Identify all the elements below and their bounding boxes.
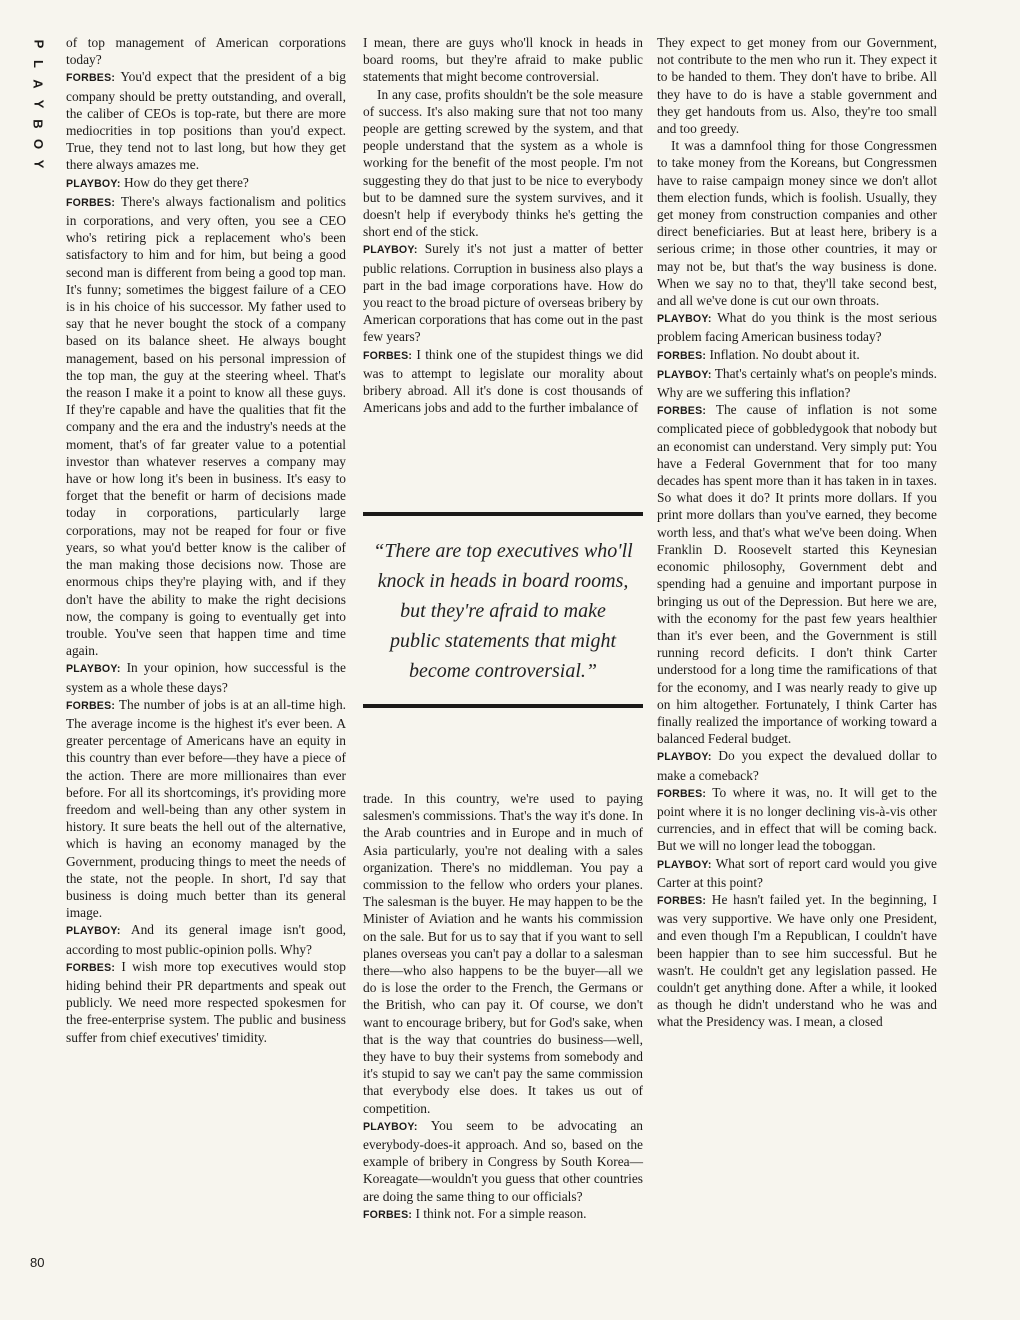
paragraph xyxy=(657,401,937,747)
pull-quote-text: “There are top executives who'll knock in heads in board rooms, but they're afraid to make public statements that might become controversial.” xyxy=(373,540,633,682)
speaker-label: FORBES: xyxy=(657,349,707,362)
paragraph-text: It was a damnfool thing for those Congressmen to take money from the Koreans, but Congressmen have to raise campaign money since we don't allot them election funds, which is foolish. Usually, they get money from construction companies and other direct beneficiaries. But at least here, bribery is a serious crime; in those other countries, it may or may not be, but that's the way business is done. When we say no to that, they'll take second best, and all we've done is cut our own throats. xyxy=(657,138,937,309)
paragraph-text: Inflation. No doubt about it. xyxy=(709,346,860,362)
paragraph xyxy=(657,346,937,365)
column-2-top xyxy=(363,34,643,416)
paragraph xyxy=(363,34,643,86)
paragraph xyxy=(657,365,937,401)
paragraph-text: They expect to get money from our Government, not contribute to the men who run it. They expect it to be handed to them. They don't have to bribe. All they have to do is have a stable government and they get handouts from us. Also, they're too small and too greedy. xyxy=(657,35,937,137)
speaker-label: FORBES: xyxy=(66,72,116,85)
paragraph-text: of top management of American corporations today? xyxy=(66,35,346,68)
paragraph xyxy=(66,958,346,1046)
speaker-label: FORBES: xyxy=(66,699,116,712)
speaker-label: PLAYBOY: xyxy=(657,313,712,326)
column-2-bottom xyxy=(363,790,643,1224)
paragraph xyxy=(657,855,937,891)
paragraph-text: The number of jobs is at an all-time high. The average income is the highest it's ever been. A greater percentage of Americans have an equity in this country than ever before—they have a piece of the action. There are more millionaires than ever before. For all its shortcomings, it's providing more freedom and well-being than any other system in history. It sure beats the hell out of the alternative, which is having an economy managed by the Government, producing things to meet the needs of the state, not the people. In short, I'd say that business is doing much better than its general image. xyxy=(66,696,346,921)
paragraph-text: You'd expect that the president of a big company should be pretty outstanding, and overall, the caliber of CEOs is top-rate, but there are more mediocrities in top positions than you'd expect. True, they tend not to last long, but how they get there always amazes me. xyxy=(66,69,346,173)
paragraph-text: The cause of inflation is not some complicated piece of gobbledygook that nobody but an economist can understand. Very simply put: You have a Federal Government that for too many decades has spent more than it has taken in in taxes. So what does it do? It prints more dollars. If you print more dollars than you've earned, they become worth less, and that's what we've been doing. When Franklin D. Roosevelt started this Keynesian economic philosophy, Government debt and spending had a genuine and important purpose in bringing us out of the Depression. But here we are, with the economy for the past few years healthier than it's ever been, and the Government is still running record deficits. I don't think Carter understood for a long time the ramifications of that for the economy, and I was nearly ready to give up on him altogether. Fortunately, I think Carter has finally realized the importance of working toward a balanced Federal budget. xyxy=(657,402,937,747)
paragraph xyxy=(363,86,643,241)
paragraph xyxy=(657,891,937,1031)
paragraph xyxy=(657,309,937,345)
speaker-label: FORBES: xyxy=(363,1208,413,1221)
column-3 xyxy=(657,34,937,1031)
speaker-label: FORBES: xyxy=(66,961,116,974)
paragraph xyxy=(66,696,346,922)
paragraph-text: What do you think is the most serious problem facing American business today? xyxy=(657,310,937,345)
paragraph-text: That's certainly what's on people's minds. Why are we suffering this inflation? xyxy=(657,365,937,401)
paragraph-text: In your opinion, how successful is the system as a whole these days? xyxy=(66,660,346,695)
speaker-label: PLAYBOY: xyxy=(66,663,121,676)
side-letter: Y xyxy=(30,159,46,169)
side-letter: A xyxy=(30,79,46,89)
paragraph-text: And its general image isn't good, according to most public-opinion polls. Why? xyxy=(66,922,346,957)
speaker-label: PLAYBOY: xyxy=(66,925,121,938)
paragraph xyxy=(66,659,346,695)
side-letter: P xyxy=(30,39,46,49)
speaker-label: FORBES: xyxy=(657,405,707,418)
paragraph xyxy=(66,34,346,68)
paragraph xyxy=(66,193,346,659)
side-letter: B xyxy=(30,119,46,129)
paragraph-text: I mean, there are guys who'll knock in heads in board rooms, but they're afraid to make public statements that might become controversial. xyxy=(363,35,643,85)
speaker-label: PLAYBOY: xyxy=(66,177,121,190)
paragraph xyxy=(363,346,643,417)
pull-quote-bottom-rule xyxy=(363,704,643,708)
paragraph-text: Do you expect the devalued dollar to make a comeback? xyxy=(657,748,937,783)
speaker-label: PLAYBOY: xyxy=(363,1120,418,1133)
paragraph xyxy=(657,34,937,137)
column-1 xyxy=(66,34,346,1046)
speaker-label: PLAYBOY: xyxy=(657,858,712,871)
paragraph xyxy=(66,921,346,957)
paragraph-text: You seem to be advocating an everybody-does-it approach. And so, based on the example of bribery in Congress by South Korea—Koreagate—wouldn't you guess that other countries are doing the same thing to our officials? xyxy=(363,1117,643,1204)
pull-quote xyxy=(363,512,643,708)
speaker-label: FORBES: xyxy=(657,787,707,800)
paragraph xyxy=(363,240,643,345)
paragraph xyxy=(363,790,643,1117)
paragraph-text: I think one of the stupidest things we did was to attempt to legislate our morality about bribery abroad. All it's done is cost thousands of Americans jobs and add to the further imbalance of xyxy=(363,346,643,416)
paragraph-text: trade. In this country, we're used to paying salesmen's commissions. That's the way it's done. In the Arab countries and in Europe and in much of Asia particularly, you're not dealing with a sales organization. There's no middleman. You pay a commission to the fellow who orders your planes. The salesman is the buyer. He may happen to be the Minister of Aviation and he wants his commission on the sale. But for us to say that if you want to sell planes overseas you can't pay a dollar to a salesman there—who also happens to be the buyer—all we do is lose the order to the French, the Germans or the British, who can pay it. Of course, we don't want to encourage bribery, but for God's sake, when that is the way that countries do business—well, they have to buy their systems from somebody and it's stupid to say we can't pay the same commission that everybody else does. It takes us out of competition. xyxy=(363,791,643,1116)
side-letter: Y xyxy=(30,99,46,109)
side-letter: O xyxy=(31,138,46,150)
paragraph-text: To where it was, no. It will get to the point where it is no longer declining vis-à-vis other currencies, and in effect that will be coming back. But we will no longer lead the toboggan. xyxy=(657,784,938,854)
paragraph xyxy=(657,747,937,783)
page-number: 80 xyxy=(30,1255,45,1270)
speaker-label: FORBES: xyxy=(657,894,707,907)
magazine-side-label xyxy=(30,34,46,174)
paragraph-text: There's always factionalism and politics in corporations, and very often, you see a CEO who's retiring pick a replacement who's been satisfactory to him and for him, but being a good second man is different from being a good top man. It's funny; sometimes the biggest failure of a CEO is in his choice of his successor. My father used to say that he never bought the stock of a company based on its balance sheet. He always bought management, based on his personal impression of the top man, the guy at the steering wheel. That's the reason I make it a point to know all these guys. If they're capable and have the qualities that fit the company and the era and the industry's needs at the moment, that's of far greater value to a potential investor than whatever reserves a company may have or how long it's been in business. It's easy to forget that the benefit or harm of decisions made today in corporations, particularly large corporations, may not be reaped for four or five years, so what you'd better know is the caliber of the man making those decisions now. Those are enormous chips they're playing with, and if they don't have the ability to make the right decisions now, the company is going to eventually get into trouble. You've seen that happen time and time again. xyxy=(66,193,346,659)
paragraph xyxy=(657,137,937,309)
speaker-label: PLAYBOY: xyxy=(657,368,712,381)
paragraph-text: He hasn't failed yet. In the beginning, I was very supportive. We have only one President, and even though I'm a Republican, I couldn't have been happier than to see him successful. But he wasn't. He couldn't get any legislation passed. He couldn't get anything done. After a while, it looked as though he didn't understand who he was and what the Presidency was. I mean, a closed xyxy=(657,891,937,1030)
paragraph-text: How do they get there? xyxy=(123,174,249,190)
speaker-label: PLAYBOY: xyxy=(657,751,712,764)
side-letter: L xyxy=(30,60,46,68)
paragraph-text: I wish more top executives would stop hiding behind their PR departments and speak out publicly. We need more respected spokesmen for the free-enterprise system. The public and business suffer from chief executives' timidity. xyxy=(66,958,346,1045)
speaker-label: PLAYBOY: xyxy=(363,244,418,257)
paragraph-text: I think not. For a simple reason. xyxy=(415,1205,587,1221)
paragraph-text: In any case, profits shouldn't be the sole measure of success. It's also making sure that not too many people are getting screwed by the system, and that people understand that the system as a whole is working for the benefit of the most people. I'm not suggesting they do that just to be nice to everybody but to be damned sure the system survives, and it doesn't help if everybody thinks he's getting the short end of the stick. xyxy=(363,86,643,240)
paragraph xyxy=(657,784,937,855)
paragraph xyxy=(363,1117,643,1205)
paragraph-text: Surely it's not just a matter of better public relations. Corruption in business also plays a part in the bad image corporations have. How do you react to the broad picture of overseas bribery by American corporations that has come out in the past few years? xyxy=(363,241,643,345)
speaker-label: FORBES: xyxy=(66,196,116,209)
paragraph xyxy=(66,174,346,193)
speaker-label: FORBES: xyxy=(363,349,413,362)
paragraph xyxy=(363,1205,643,1224)
paragraph-text: What sort of report card would you give Carter at this point? xyxy=(657,855,937,890)
paragraph xyxy=(66,68,346,173)
